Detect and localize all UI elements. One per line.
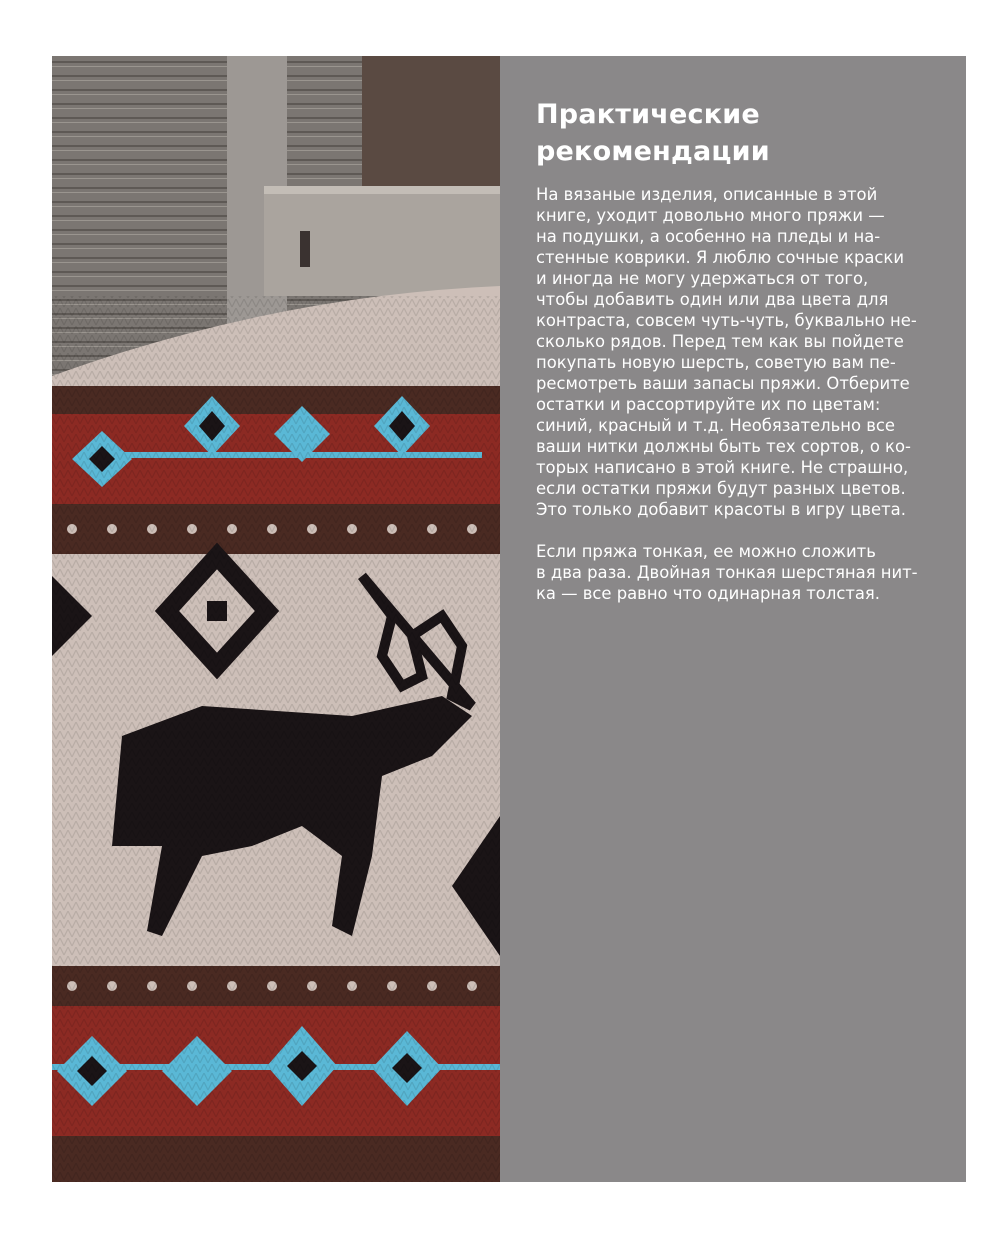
text-line: стенные коврики. Я люблю сочные краски: [536, 248, 904, 267]
text-line: контраста, совсем чуть-чуть, буквально не-: [536, 311, 917, 330]
text-line: чтобы добавить один или два цвета для: [536, 290, 889, 309]
text-line: если остатки пряжи будут разных цветов.: [536, 479, 906, 498]
text-line: остатки и рассортируйте их по цветам:: [536, 395, 881, 414]
text-line: Это только добавит красоты в игру цвета.: [536, 500, 906, 519]
text-line: ваши нитки должны быть тех сортов, о ко-: [536, 437, 911, 456]
article-body: [536, 184, 956, 604]
text-line: книге, уходит довольно много пряжи —: [536, 206, 885, 225]
text-line: На вязаные изделия, описанные в этой: [536, 185, 878, 204]
text-line: торых написано в этой книге. Не страшно,: [536, 458, 909, 477]
dark-wood: [362, 56, 500, 196]
text-line: синий, красный и т.д. Необязательно все: [536, 416, 896, 435]
text-line: покупать новую шерсть, советую вам пе-: [536, 353, 896, 372]
title-line: Практические: [536, 99, 760, 130]
knitted-pillow-photo: [52, 56, 500, 1182]
text-line: Если пряжа тонкая, ее можно сложить: [536, 542, 876, 561]
wooden-plank: [264, 186, 500, 296]
text-panel: [500, 56, 966, 1182]
text-line: сколько рядов. Перед тем как вы пойдете: [536, 332, 904, 351]
text-line: в два раза. Двойная тонкая шерстяная нит-: [536, 563, 918, 582]
paragraph-2: [536, 541, 956, 604]
text-line: ка — все равно что одинарная толстая.: [536, 584, 880, 603]
text-line: на подушки, а особенно на пледы и на-: [536, 227, 881, 246]
title-line: рекомендации: [536, 136, 770, 167]
paragraph-1: [536, 184, 956, 520]
text-line: и иногда не могу удержаться от того,: [536, 269, 869, 288]
text-line: ресмотреть ваши запасы пряжи. Отберите: [536, 374, 910, 393]
page-title: [536, 96, 946, 170]
